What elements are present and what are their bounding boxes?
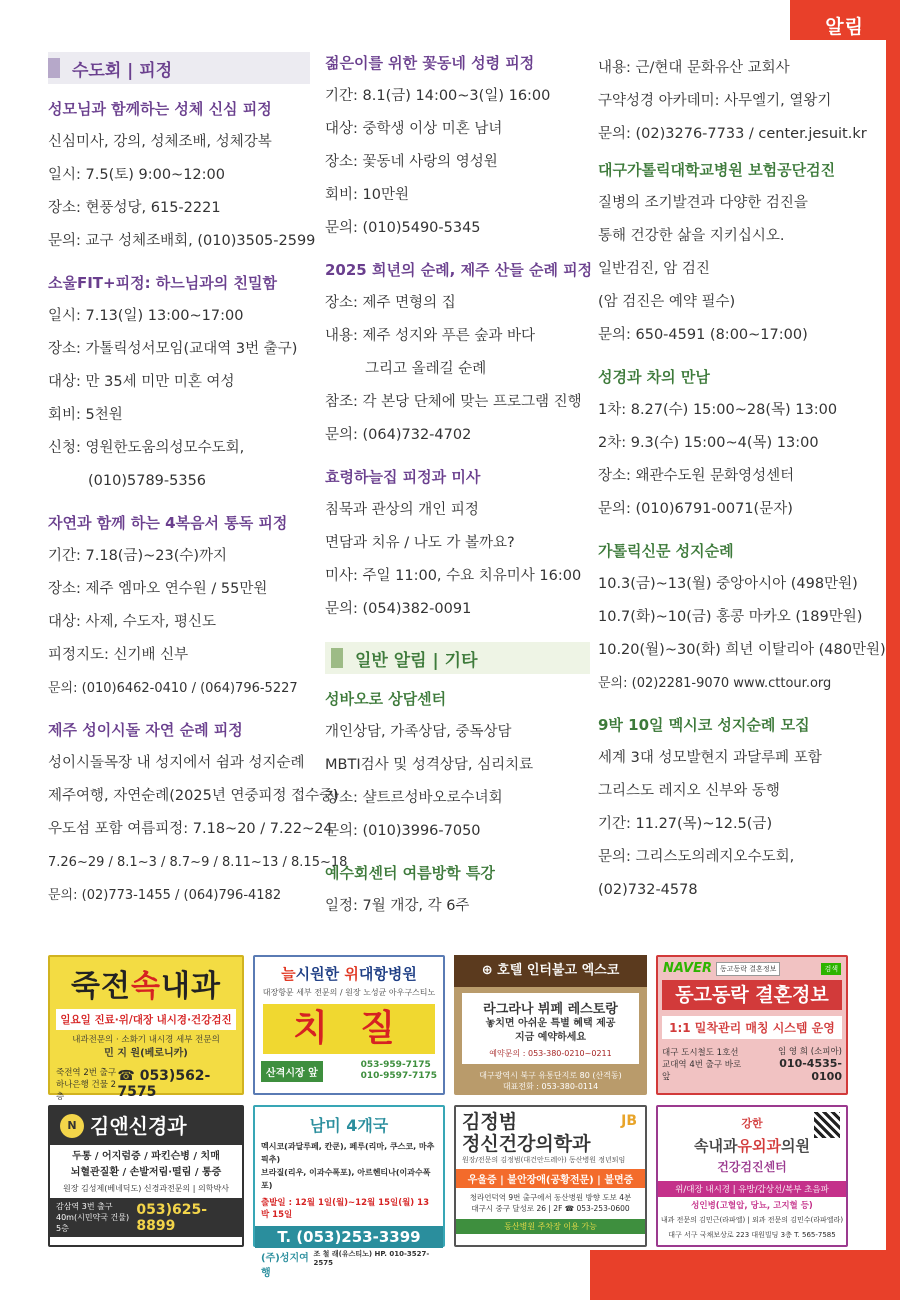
ad-kim-neurology[interactable]: N 김앤신경과 두통 / 어지럼증 / 파킨슨병 / 치매 뇌혈관질환 / 손발저림·떨림 / 통증 원장 김성제(베네딕도) 신경과전문의 | 의학박사 감삼역 3번 출구 40m(시민약국 건물) 5층 053)625-8899 — [48, 1105, 244, 1247]
notice-line: 문의: (010)6462-0410 / (064)796-5227 — [48, 681, 298, 696]
qr-code-icon — [814, 1112, 840, 1138]
notice-line: 통해 건강한 삶을 지키십시오. — [598, 228, 785, 244]
notice-line: MBTI검사 및 성격상담, 심리치료 — [325, 757, 534, 773]
clinic-logo: 강한 — [741, 1117, 763, 1130]
column-1-items — [48, 98, 348, 912]
notice-line: 문의: 650-4591 (8:00~17:00) — [598, 327, 808, 343]
ad-body: 멕시코(과달루페, 칸쿤), 페루(리마, 쿠스코, 마추픽추) 브라질(리우, 이과수폭포), 아르헨티나(이과수폭포) — [261, 1142, 435, 1190]
notice-line: 회비: 10만원 — [325, 187, 409, 203]
ad-text: 내과전문의 · 소화기 내시경 세부 전문의 — [72, 1035, 220, 1045]
ad-subtitle: 대장항문 세부 전문의 / 원장 노성균 아우구스티노 — [262, 988, 436, 997]
notice-title: 자연과 함께 하는 4복음서 통독 피정 — [48, 514, 288, 532]
notice-line: (010)5789-5356 — [88, 473, 207, 489]
ad-title: N 김앤신경과 — [50, 1107, 242, 1145]
ad-phone: T. (053)253-3399 — [255, 1226, 443, 1248]
bottom-edge-bar — [590, 1250, 900, 1300]
notice-title: 9박 10일 멕시코 성지순례 모집 — [598, 716, 810, 734]
ad-title: 늘시원한 위대항병원 — [281, 965, 417, 983]
notice-line: 대상: 중학생 이상 미혼 남녀 — [325, 121, 503, 137]
notice-line: 질병의 조기발견과 다양한 검진을 — [598, 195, 808, 211]
ad-donggo-marriage[interactable] — [656, 955, 848, 1095]
notice-title: 성바오로 상담센터 — [325, 690, 447, 708]
notice-line: 7.26~29 / 8.1~3 / 8.7~9 / 8.11~13 / 8.15~18 — [48, 855, 348, 870]
ad-title: 김정범 정신건강의학과 — [462, 1111, 591, 1155]
notice-line: 문의: (02)2281-9070 www.cttour.org — [598, 676, 832, 691]
notice-line: 10.20(월)~30(화) 희년 이탈리아 (480만원) — [598, 642, 886, 658]
clinic-logo-icon: N — [60, 1114, 84, 1138]
notice-line: 내용: 제주 성지와 푸른 숲과 바다 — [325, 328, 536, 344]
ad-hotel-inter-burgo[interactable]: ⊕ 호텔 인터불고 엑스코 라그라나 뷔페 레스토랑 놓치면 아쉬운 특별 혜택 제공 지금 예약하세요 예약문의 : 053-380-0210~0211 대구광역시 북구 유통단지로 80 (산격동) 대표전화 : 053-380-0114 — [454, 955, 647, 1095]
notice-title: 성경과 차의 만남 — [598, 368, 710, 386]
notice-line: 회비: 5천원 — [48, 407, 123, 423]
notice-line: 개인상담, 가족상담, 중독상담 — [325, 724, 512, 740]
column-3-items — [598, 159, 886, 907]
notice-line: 대상: 사제, 수도자, 평신도 — [48, 614, 217, 630]
notice-line: 문의: (010)3996-7050 — [325, 823, 481, 839]
ad-title: ⊕ 호텔 인터불고 엑스코 — [454, 955, 647, 987]
notice-title: 성모님과 함께하는 성체 신심 피정 — [48, 100, 272, 118]
notice-line: 참조: 각 본당 단체에 맞는 프로그램 진행 — [325, 394, 582, 410]
notice-line: 문의: (02)3276-7733 / center.jesuit.kr — [598, 126, 867, 142]
notice-title: 제주 성이시돌 자연 순례 피정 — [48, 721, 243, 739]
notice-line: 그리스도 레지오 신부와 동행 — [598, 783, 780, 799]
column-2-items-a — [325, 52, 593, 626]
notice-line: 문의: (02)773-1455 / (064)796-4182 — [48, 888, 282, 903]
notice-line: 일시: 7.13(일) 13:00~17:00 — [48, 308, 244, 324]
notice-line: 면담과 치유 / 나도 가 볼까요? — [325, 535, 515, 551]
notice-line: 기간: 8.1(금) 14:00~3(일) 16:00 — [325, 88, 551, 104]
notice-title: 젊은이를 위한 꽃동네 성령 피정 — [325, 54, 535, 72]
ad-subtitle: 1:1 밀착관리 매칭 시스템 운영 — [662, 1016, 842, 1039]
notice-line: 장소: 왜관수도원 문화영성센터 — [598, 468, 795, 484]
column-2-items-b — [325, 688, 590, 923]
notice-title: 가톨릭신문 성지순례 — [598, 542, 734, 560]
notice-line: 피정지도: 신기배 신부 — [48, 647, 189, 663]
jb-logo-icon: JB — [621, 1113, 637, 1129]
notice-line: 문의: (010)5490-5345 — [325, 220, 481, 236]
ad-kim-psychiatry[interactable]: 김정범 정신건강의학과 JB 원장/전문의 김정범(대건안드레아) 동산병원 정년퇴임 우울증 | 불안장애(공황전문) | 불면증 청라언덕역 9번 출구에서 동산병원 방향 도보 4분 대구시 중구 달성로 26 | 2F ☎ 053-253-0600 동산병원 주차장 이용 가능 — [454, 1105, 647, 1247]
notice-line: 그리고 올레길 순례 — [365, 361, 487, 377]
notice-line: 대상: 만 35세 미만 미혼 여성 — [48, 374, 235, 390]
notice-line: 구약성경 아카데미: 사무엘기, 열왕기 — [598, 93, 832, 109]
ad-search-bar: NAVER 동고동락 결혼정보 검색 — [658, 957, 846, 980]
top-bar — [0, 0, 900, 40]
notice-title: 2025 희년의 순례, 제주 산들 순례 피정 — [325, 261, 593, 279]
ad-grid — [48, 955, 848, 1279]
ad-kanghan-clinic[interactable]: 강한 속내과유외과의원 건강검진센터 위/대장 내시경 | 유방/갑상선/복부 초음파 성인병(고혈압, 당뇨, 고지혈 등) 내과 전문의 김민근(라파엘) | 외과 전문의 김민수(라파엘라) 대구 서구 국채보상로 223 대원빌딩 3층 T. 565-7585 — [656, 1105, 848, 1247]
ad-title: 죽전속내과 — [71, 969, 221, 1004]
notice-line: 10.7(화)~10(금) 홍콩 마카오 (189만원) — [598, 609, 863, 625]
notice-line: 기간: 7.18(금)~23(수)까지 — [48, 548, 228, 564]
notice-line: 장소: 현풍성당, 615-2221 — [48, 200, 221, 216]
ad-doctor: 민 지 원(베로니카) — [104, 1048, 188, 1059]
column-1 — [48, 52, 348, 912]
ad-footer: 대구 도시철도 1호선 교대역 4번 출구 바로 앞 임 영 희 (소피아) 010-4535-0100 — [662, 1047, 842, 1083]
notice-line: 신청: 영원한도움의성모수도회, — [48, 440, 245, 456]
ad-body: 라그라나 뷔페 레스토랑 놓치면 아쉬운 특별 혜택 제공 지금 예약하세요 예약문의 : 053-380-0210~0211 — [462, 993, 639, 1064]
column-3-lead — [598, 52, 867, 151]
column-3 — [598, 52, 886, 907]
notice-line: (02)732-4578 — [598, 882, 698, 898]
notice-title: 효령하늘집 피정과 미사 — [325, 468, 481, 486]
notice-line: 2차: 9.3(수) 15:00~4(목) 13:00 — [598, 435, 819, 451]
ad-main-text: 치 질 — [263, 1004, 435, 1054]
notice-line: 장소: 제주 엠마오 연수원 / 55만원 — [48, 581, 268, 597]
notice-title: 소울FIT+피정: 하느님과의 친밀함 — [48, 274, 277, 292]
notice-line: 1차: 8.27(수) 15:00~28(목) 13:00 — [598, 402, 838, 418]
ad-footer: 산격시장 앞 053-959-7175 010-9597-7175 — [255, 1060, 443, 1082]
ad-footer: 감삼역 3번 출구 40m(시민약국 건물) 5층 053)625-8899 — [50, 1198, 242, 1237]
ad-phone: 053)625-8899 — [136, 1201, 208, 1234]
notice-line: 장소: 제주 면형의 집 — [325, 295, 456, 311]
notice-line: 침묵과 관상의 개인 피정 — [325, 502, 479, 518]
notice-line: 문의: (064)732-4702 — [325, 427, 472, 443]
ad-daehang-hospital[interactable] — [253, 955, 445, 1095]
notice-line: 우도섬 포함 여름피정: 7.18~20 / 7.22~24 — [48, 821, 333, 837]
notice-line: 장소: 가톨릭성서모임(교대역 3번 출구) — [48, 341, 298, 357]
ad-footer: 죽전역 2번 출구 하나은행 건물 2층 ☎ 053)562-7575 — [50, 1060, 242, 1102]
notice-line: 문의: 교구 성체조배회, (010)3505-2599 — [48, 233, 316, 249]
notice-line: 문의: (054)382-0091 — [325, 601, 472, 617]
ad-south-america-tour[interactable]: 남미 4개국 멕시코(과달루페, 칸쿤), 페루(리마, 쿠스코, 마추픽추) 브라질(리우, 이과수폭포), 아르헨티나(이과수폭포) 출발일 : 12월 1일(월)~12월 15일(월) 13박 15일 T. (053)253-3399 (주)성지여행 조 철 래(유스티노) HP. 010-3527-2575 — [253, 1105, 445, 1247]
notice-line: 세계 3대 성모발현지 과달루페 포함 — [598, 750, 822, 766]
notice-title: 대구가톨릭대학교병원 보험공단검진 — [598, 161, 836, 179]
notice-line: 제주여행, 자연순례(2025년 연중피정 접수중) — [48, 788, 339, 804]
right-edge-bar — [886, 40, 900, 1300]
ad-title: 속내과유외과의원 — [694, 1137, 810, 1155]
section-header-monastery: 수도회 | 피정 — [48, 52, 310, 84]
ad-title: 동고동락 결혼정보 — [662, 980, 842, 1010]
notice-line: 문의: (010)6791-0071(문자) — [598, 501, 793, 517]
ad-subtitle: 일요일 진료·위/대장 내시경·건강검진 — [56, 1009, 236, 1030]
notice-tab-label: 알림 — [825, 16, 864, 38]
hotel-logo-icon: ⊕ — [481, 963, 498, 978]
notice-line: 일반검진, 암 검진 — [598, 261, 710, 277]
ad-title: 남미 4개국 — [309, 1116, 389, 1135]
notice-tab — [790, 0, 900, 40]
ad-phone: ☎ 053)562-7575 — [117, 1068, 211, 1100]
notice-line: 장소: 샬트르성바오로수녀회 — [325, 790, 503, 806]
notice-line: 신심미사, 강의, 성체조배, 성체강복 — [48, 134, 272, 150]
notice-line: (암 검진은 예약 필수) — [598, 294, 736, 310]
notice-title: 예수회센터 여름방학 특강 — [325, 864, 495, 882]
notice-line: 일정: 7월 개강, 각 6주 — [325, 898, 470, 914]
notice-line: 문의: 그리스도의레지오수도회, — [598, 849, 795, 865]
notice-line: 10.3(금)~13(월) 중앙아시아 (498만원) — [598, 576, 858, 592]
notice-line: 일시: 7.5(토) 9:00~12:00 — [48, 167, 225, 183]
notice-line: 미사: 주일 11:00, 수요 치유미사 16:00 — [325, 568, 582, 584]
notice-line: 장소: 꽃동네 사랑의 영성원 — [325, 154, 498, 170]
notice-line: 성이시돌목장 내 성지에서 쉼과 성지순례 — [48, 755, 305, 771]
column-2 — [325, 52, 593, 923]
ad-jukjeon-clinic[interactable] — [48, 955, 244, 1102]
notice-line: 기간: 11.27(목)~12.5(금) — [598, 816, 773, 832]
section-header-general: 일반 알림 | 기타 — [325, 642, 590, 674]
notice-line: 내용: 근/현대 문화유산 교회사 — [598, 60, 790, 76]
